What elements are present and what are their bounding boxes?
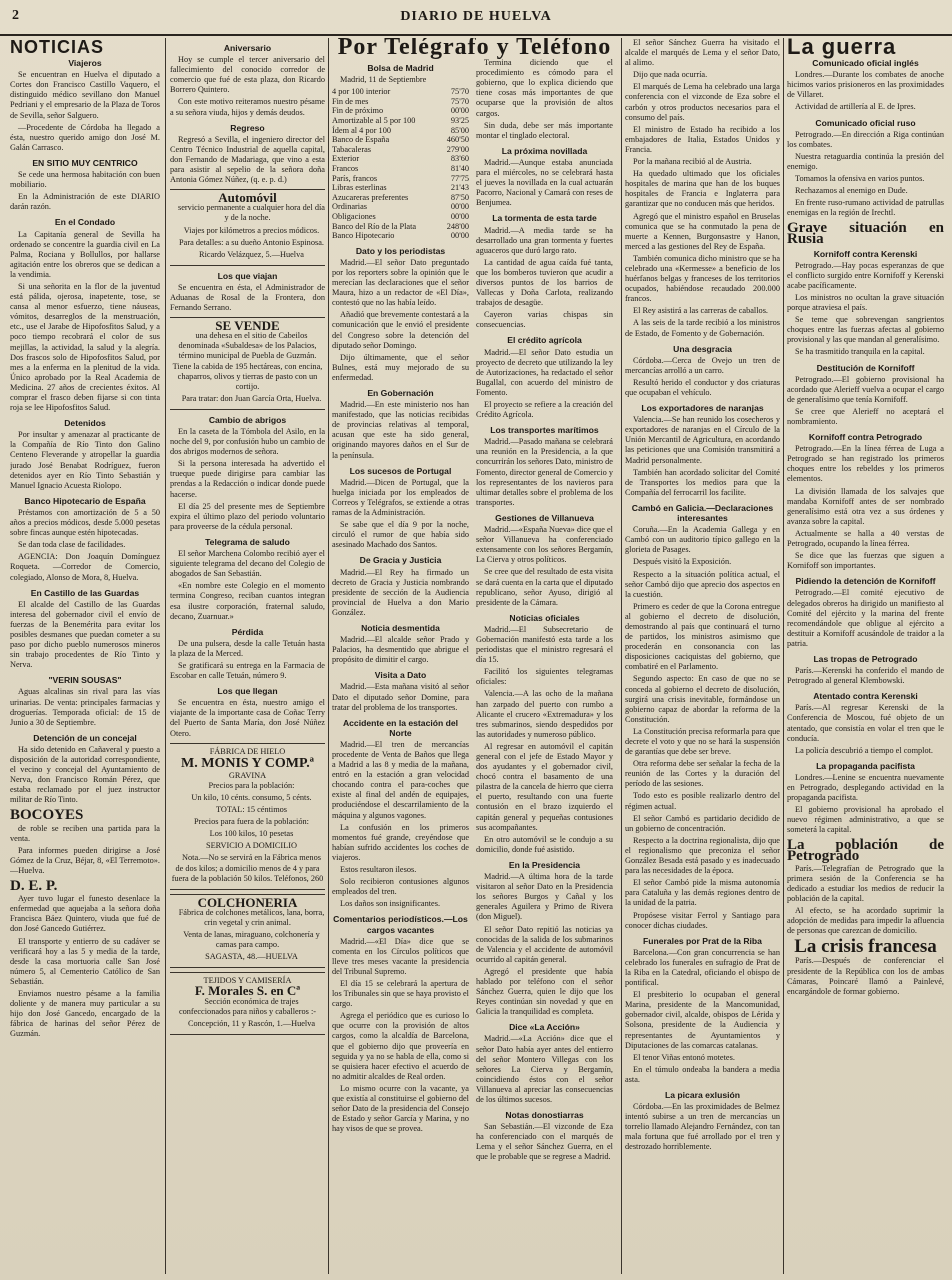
paragraph: Sin duda, debe ser más importante montar el tinglado electoral. (476, 120, 613, 140)
paragraph: Los 100 kilos, 10 pesetas (209, 829, 294, 839)
paragraph: San Sebastián.—El vizconde de Eza ha conferenciado con el marqués de Lema y el señor Sánchez Guerra, en el que le probable que se regrese a Madrid. (476, 1122, 613, 1162)
article-heading: "VERIN SOUSAS" (48, 675, 122, 686)
paragraph: También comunica dicho ministro que se ha celebrado una «Kermesse» a beneficio de los huérfanos belgas y franceses de los territorios ocupados, habiéndose recaudado 200.000 francos. (625, 253, 780, 304)
article-heading: La tormenta de esta tarde (492, 213, 597, 224)
paragraph: Madrid.—El Rey ha firmado un decreto de Gracia y Justicia nombrando presidente de sección de la Audiencia provincial de Huelva a don Mario González. (332, 567, 469, 617)
article-heading: El crédito agrícola (507, 335, 582, 346)
article-heading: La picara exlusión (665, 1090, 740, 1100)
article-heading: En Gobernación (367, 388, 434, 398)
paragraph: «En nombre este Colegio en el momento termina Congreso, reciban cuantos integran esa ilustre corporación, fraternal saludo, decano, Zuarnuar.» (170, 581, 325, 621)
stock-name: Banco del Río de la Plata (332, 221, 417, 231)
article-heading: Dato y los periodistas (355, 245, 446, 256)
stock-name: Libras esterlinas (332, 183, 387, 193)
article-heading-large: La población de Petrogrado (787, 837, 944, 864)
paragraph: La policía descubrió a tiempo el complot. (795, 745, 934, 755)
paragraph: El tenor Viñas entonó motetes. (633, 1052, 735, 1062)
paragraph: Viajes por kilómetros a precios módicos. (183, 225, 320, 235)
stock-quote-row (332, 222, 469, 232)
article-heading: Los transportes marítimos (490, 425, 599, 436)
paragraph: Solo recibieron contusiones algunos empleados del tren. (332, 877, 469, 897)
stock-quote-row (332, 164, 469, 174)
paragraph: Se cree que del resultado de esta visita se dará cuenta en la carta que el diputado republicano, señor Ayuso, dirigió al presidente de la Cámara. (476, 567, 613, 607)
column-rule (783, 38, 784, 1274)
ad-title: FÁBRICA DE HIELO (209, 746, 286, 756)
paragraph: Concepción, 11 y Rascón, 1.—Huelva (187, 1018, 316, 1028)
column-rule (165, 38, 166, 1274)
paragraph: La Capitanía general de Sevilla ha ordenado se concentre la guardia civil en La Palma, Rociana y Bollullos, por hallarse agitación entre los obreros que se dedican a la vendimia. (10, 229, 160, 279)
paragraph: Londres.—Lenine se encuentra nuevamente en Petrogrado, desplegando actividad en la propaganda pacifista. (787, 772, 944, 803)
column-noticias (10, 38, 160, 1276)
article-heading-large: BOCOYES (10, 807, 84, 824)
article-heading: Telegrama de saludo (205, 536, 290, 547)
paragraph: Coruña.—En la Academia Gallega y en Cambó con un auditorio típico gallego en la glorieta de Pasages. (625, 525, 780, 555)
article-heading: Banco Hipotecario de España (24, 495, 146, 506)
paragraph: Por la mañana recibió al de Austria. (633, 157, 752, 167)
stock-quote-row (332, 154, 469, 164)
ad-location: GRAVINA (228, 770, 267, 780)
paragraph: Madrid.—Dicen de Portugal, que la huelga iniciada por los empleados de Correos y Telégrafos, se extiende a otras ramas de la Administración. (332, 477, 469, 518)
paragraph: Primero es ceder de que la Corona entregue al gobierno el decreto de disolución, demostrando al país que continuará el turno de partidos, los ministros asimismo que procederán en consonancia con las disposiciones caciquistas del gobierno, que combatiré en el Parlamento. (625, 601, 780, 672)
paragraph: La Constitución precisa reformarla para que decrete el voto y que no se hará la suspensión de garantías que debe ser breve. (625, 726, 780, 757)
masthead (0, 0, 952, 36)
paragraph: En el túmulo ondeaba la bandera a media asta. (625, 1064, 780, 1084)
paragraph: Enviamos nuestro pésame a la familia doliente y de manera muy particular a su hijo don José Gancedo, encargado de la fábrica de harinas del señor Pérez de Guzmán. (10, 988, 160, 1039)
stock-name: Fin de mes (332, 96, 369, 106)
paragraph: Madrid.—«España Nueva» dice que el señor Villanueva ha conferenciado extensamente con los señores Bergamín, La Cierva y otros políticos. (476, 525, 613, 565)
ad-subtitle: TEJIDOS Y CAMISERÍA (203, 976, 292, 986)
stock-value: 75'70 (450, 87, 469, 97)
paragraph: París.—Después de conferenciar el presidente de la República con los de ambas Cámaras, Poincaré llamó a Painlevé, encargándole de formar gobierno. (787, 956, 944, 996)
paragraph: una dehesa en el sitio de Cabeilos denominada «Subaldesa» de los Palacios, término municipal de Puebla de Guzmán. Tiene la cabida de 195 hectáreas, con encina, chaparros, olivos y tierras de pasto con un cortijo. (172, 331, 323, 391)
paragraph: Se cree que Alerieff no aceptará el nombramiento. (787, 406, 944, 426)
paragraph: Londres.—Durante los combates de anoche hicimos varios prisioneros en las proximidades de Villaret. (787, 70, 944, 100)
article-heading: Comunicado oficial ruso (815, 117, 916, 128)
stock-quote-row (332, 231, 469, 241)
paragraph: Petrogrado.—Hay pocas esperanzas de que el conflicto surgido entre Kornifoff y Kerenski acabe pacíficamente. (787, 260, 944, 290)
paragraph: Madrid.—El alcalde señor Prado y Palacios, ha desmentido que abrigue el propósito de dimitir el cargo. (332, 635, 469, 665)
article-heading: En la Presidencia (508, 859, 581, 870)
paragraph: Se sabe que el día 9 por la noche, circuló el rumor de que había sido asesinado Machado dos Santos. (332, 520, 469, 550)
stock-value: 279'00 (446, 144, 469, 154)
ad-title: SE VENDE (215, 318, 280, 334)
article-heading: En Castillo de las Guardas (30, 587, 140, 598)
stock-name: Obligaciones (332, 212, 376, 221)
article-heading: La propaganda pacifista (816, 760, 915, 771)
stock-quote-row (332, 106, 469, 116)
paragraph: El señor Sánchez Guerra ha visitado el alcalde el marqués de Lema y el señor Dato, al alimo. (625, 38, 780, 68)
ad-title: Automóvil (218, 190, 277, 206)
paragraph: Cayeron varias chispas sin consecuencias. (476, 310, 613, 330)
stock-quote-row (332, 183, 469, 193)
article-heading: EN SITIO MUY CENTRICO (32, 157, 138, 168)
stock-value: 83'60 (450, 154, 469, 164)
article-heading: Viajeros (68, 58, 102, 69)
paragraph: Termina diciendo que el procedimiento es cómodo para el gobierno, que lo explica diciendo que tiene cosas más importantes de que ocuparse que la provisión de altos cargos. (476, 58, 613, 118)
paragraph: La confusión en los primeros momentos fué grande, creyéndose que habían sufrido accidentes los coches de viajeros. (332, 822, 469, 862)
paragraph: A las seis de la tarde recibió a los ministros de Estado, de Fomento y de Gobernación. (625, 318, 780, 338)
paragraph: El presbiterio lo ocupaban el general Marina, presidente de la Mancomunidad, gobernador civil, alcalde, obispos de Lérida y Solsona, presidente de la Audiencia y representantes de Ayuntamientos y Diputaciones de las comarcas catalanas. (625, 990, 780, 1050)
paragraph: Nota.—No se servirá en la Fábrica menos de dos kilos; a domicilio menos de 4 y para fuera de la población 50 kilos. Teléfonos, 260 (171, 853, 324, 883)
stock-quote-row (332, 145, 469, 155)
article-heading: Atentado contra Kerenski (813, 691, 918, 702)
paragraph: TOTAL: 15 céntimos (215, 805, 288, 815)
stock-quote-row (332, 193, 469, 203)
advertisement (170, 972, 325, 1034)
ad-company: M. MONIS Y COMP.ª (181, 755, 314, 771)
article-heading: Las tropas de Petrogrado (813, 653, 918, 664)
paragraph: servicio permanente a cualquier hora del día y de la noche. (178, 203, 325, 223)
paragraph: de roble se reciben una partida para la venta. (10, 823, 160, 843)
paragraph: Madrid.—«La Acción» dice que el señor Dato había ayer antes del entierro del señor Montero Villegas con los señores La Cierva y Bergamín, coincidiendo éstos con el señor Villanueva al apreciar las consecuencias de los últimos sucesos. (476, 1034, 613, 1104)
paragraph: El proyecto se refiere a la creación del Crédito Agrícola. (476, 400, 613, 420)
stock-quotes-table (332, 87, 469, 241)
paragraph: El día 15 se celebrará la apertura de los Tribunales sin que se haya provisto el cargo. (332, 978, 469, 1009)
stock-value: 85'00 (450, 125, 469, 135)
paragraph: El señor Cambó es partidario decidido de un gobierno de concentración. (625, 813, 780, 833)
paragraph: El señor Dato repitió las noticias ya conocidas de la salida de los submarinos de Valencia y el accidente de automóvil ocurrido al capitán general. (476, 924, 613, 964)
paragraph: Para tratar: don Juan García Orta, Huelva. (181, 393, 322, 403)
paragraph: Córdoba.—En las proximidades de Belmez intentó subirse a un tren de mercancías un torrelio llamado Alejandro Fernández, con tan mala fortuna que fué arrollado por el tren y destrozado horriblemente. (625, 1102, 780, 1152)
stock-name: Banco Hipotecario (332, 231, 395, 241)
section-title-la-guerra: La guerra (787, 38, 897, 59)
stock-value: 75'70 (450, 96, 469, 106)
paragraph: Dijo últimamente, que el señor Bulnes, está muy mejorado de su enfermedad. (332, 352, 469, 382)
paragraph: Precios para fuera de la población: (194, 817, 309, 827)
paragraph: Barcelona.—Con gran concurrencia se han celebrado los funerales en sufragio de Prat de la Riba en la Catedral, oficiando el obispo de pontifical. (625, 947, 780, 988)
stock-quote-row (332, 212, 469, 222)
ad-title: F. Morales S. en Cª (194, 983, 301, 999)
column-local-ads (170, 38, 325, 1276)
paragraph: Dijo que nada ocurría. (633, 70, 708, 80)
paragraph: Después visitó la Exposición. (633, 557, 732, 567)
paragraph: El ministro de Estado ha recibido a los embajadores de Italia, Estados Unidos y Francia. (625, 124, 780, 154)
stock-quote-row (332, 202, 469, 212)
article-heading: Cambó en Galicia.—Declaraciones interesantes (631, 502, 774, 524)
article-heading: Una desgracia (673, 343, 732, 354)
paragraph: En la caseta de la Tómbola del Asilo, en la noche del 9, por confusión hubo un cambio de dos abrigos modernos de señora. (170, 427, 325, 457)
paragraph: Madrid.—A última hora de la tarde visitaron al señor Dato en la Presidencia los señores Burgos y Cañal y los generales Aguilera y Primo de Rivera (don Miguel). (476, 872, 613, 922)
paragraph: Ayer tuvo lugar el funesto desenlace la enfermedad que aquejaba a la señora doña Francisca Báez Quintero, viuda que fué de don José Gancedo Gutiérrez. (10, 894, 160, 934)
stock-quote-row (332, 174, 469, 184)
paragraph: En la Administración de este DIARIO darán razón. (10, 192, 160, 212)
stock-quote-row (332, 97, 469, 107)
advertisement (170, 743, 325, 890)
stock-name: Fin de próximo (332, 106, 384, 116)
article-heading: Detención de un concejal (33, 732, 137, 743)
page-number: 2 (12, 8, 19, 23)
paragraph: Se ha trasmitido tranquila en la capital. (795, 347, 925, 357)
paragraph: La división llamada de los salvajes que mandaba Kornifoff antes de ser nombrado generalísimo está otra vez a sus órdenes y avanza sobre la capital. (787, 486, 944, 526)
paragraph: Petrogrado.—El gobierno provisional ha acordado que Alerieff vuelva a ocupar el cargo de generalísimo que tenía Kornifoff. (787, 374, 944, 404)
paragraph: Ricardo Velázquez, 5.—Huelva (199, 249, 304, 259)
stock-value: 00'00 (450, 106, 469, 116)
paragraph: Si una señorita en la flor de la juventud está pálida, ojerosa, inapetente, tose, se cansa al menor esfuerzo, tiene náuseas, vómitos, desarreglos de la menstruación, etc., use el Jarabe de Hipofosfitos Salud, y a poco tiempo recobrará el color de sus mejillas, la actividad, la salud y la alegría. Dos frascos solo de Hipofosfitos Salud, por mes a la enferma en la plenitud de la vida. Único aprobado por la Real Academia de Medicina. 27 años de crecientes éxitos. Al comprar el frasco deben fijarse si con tinta roja se lee Hipofosfitos Salud. (10, 281, 160, 413)
article-heading: La próxima novillada (501, 145, 588, 156)
paragraph: De una pulsera, desde la calle Tetuán hasta la plaza de la Merced. (170, 638, 325, 658)
article-heading: Regreso (230, 122, 265, 133)
paragraph: Agregó el presidente que había hablado por teléfono con el señor Sánchez Guerra, quien le dijo que los Reyes continúan sin novedad y que en Galicia la tranquilidad es completa. (476, 966, 613, 1017)
paragraph: Ha quedado ultimado que los oficiales hospitales de marina que han de los buques hospitales de Francia e Inglaterra para garantizar que no conducen más que heridos. (625, 169, 780, 209)
article-heading: Bolsa de Madrid (367, 63, 434, 74)
paragraph: Con este motivo reiteramos nuestro pésame a su señora viuda, hijos y demás deudos. (170, 97, 325, 117)
paragraph: Hoy se cumple el tercer aniversario del fallecimiento del conocido corredor de comercio que fué de esta plaza, don Ricardo Borrero Quintero. (170, 55, 325, 95)
paragraph: El día 25 del presente mes de Septiembre expira el último plazo del periodo voluntario para proveerse de la cédula personal. (170, 501, 325, 531)
paragraph: Sección económica de trajes confeccionados para niños y caballeros :- (178, 996, 317, 1016)
article-heading: De Gracia y Justicia (359, 555, 442, 566)
paragraph: Añadió que brevemente contestará a la comunicación que le envió el presidente del Congreso sobre la detención del diputado señor Domingo. (332, 310, 469, 350)
article-heading-large: Grave situación en Rusia (787, 220, 944, 247)
paragraph: Petrogrado.—En la línea férrea de Luga a Petrogrado se han registrado los primeros choques entre los rebeldes y los primeros elementos. (787, 444, 944, 484)
article-heading: Kornifoff contra Kerenski (813, 248, 918, 259)
stock-name: Francos (332, 164, 359, 174)
stock-value: 00'00 (450, 231, 469, 241)
paragraph: Agregó que el ministro español en Bruselas comunica que se ha conmutado la pena de muerte a Kennen, Burgonsastre y Hanon, merced a las gestiones del Rey de España. (625, 211, 780, 251)
paragraph: Madrid.—A media tarde se ha desarrollado una gran tormenta y fuertes aguaceros que duró largo rato. (476, 225, 613, 255)
paragraph: Se dice que las fuerzas que siguen a Kornifoff son importantes. (787, 551, 944, 571)
stock-quote-row (332, 126, 469, 136)
paragraph: Madrid.—El señor Dato preguntado por los reporters sobre la opinión que le merecían las declaraciones que el señor Maura, hizo a un redactor de «El Día», contestó que no las había leído. (332, 257, 469, 308)
paragraph: SAGASTA, 48.—HUELVA (205, 952, 298, 962)
article-heading-large: La crisis francesa (794, 936, 937, 958)
paragraph: Segundo aspecto: En caso de que no se conceda al gobierno el decreto de disolución, surgirá una crisis inevitable, formándose un gobierno capaz de abordar la reforma de la Constitución. (625, 674, 780, 724)
paragraph: Nuestra retaguardia continúa la presión del enemigo. (787, 151, 944, 171)
article-heading: Detenidos (64, 418, 106, 429)
paragraph: Ha sido detenido en Cañaveral y puesto a disposición de la autoridad correspondiente, el vecino y concejal del Ayuntamiento de Nerva, don Francisco Román Pérez, que estaba reclamado por el juez instructor militar de Río Tinto. (10, 744, 160, 805)
article-heading: Noticia desmentida (361, 622, 440, 633)
paragraph: El señor Marchena Colombo recibió ayer el siguiente telegrama del decano del Colegio de abogados de San Sebastián. (170, 549, 325, 579)
telegrafo-subcolumn-b (476, 58, 613, 1164)
article-heading: Notas donostiarras (505, 1110, 584, 1121)
paragraph: Aguas alcalinas sin rival para las vías urinarias. De venta: principales farmacias y droguerías. Temporada oficial: de 15 de Junio a 30 de Septiembre. (10, 687, 160, 727)
column-la-guerra (787, 38, 944, 1276)
paragraph: Al efecto, se ha acordado suprimir la adopción de medidas para impedir la afluencia de personas que carezcan de domicilio. (787, 906, 944, 936)
paragraph: Madrid.—El Subsecretario de Gobernación manifestó esta tarde a los periodistas que el ministro regresará el día 15. (476, 624, 613, 665)
stock-value: 81'40 (450, 164, 469, 174)
paragraph: También han acordado solicitar del Comité de Transportes los medios para que la Compañía del ferrocarril los facilite. (625, 467, 780, 497)
paragraph: Se encuentran en Huelva el diputado a Cortes don Francisco Castillo Vaquero, el distinguido médico sevillano don Manuel Pedriani y el empresario de la Plaza de Toros de Sevilla, señor Salguero. (10, 70, 160, 120)
stock-value: 87'50 (450, 192, 469, 202)
advertisement (170, 189, 325, 266)
stock-name: París, francos (332, 173, 378, 183)
article-heading: Destitución de Kornifoff (816, 362, 915, 373)
article-heading: Los que llegan (217, 686, 278, 697)
paragraph: Respecto a la situación política actual, el señor Cambó dijo que aprecio dos aspectos en la cuestión. (625, 569, 780, 599)
paragraph: Córdoba.—Cerca de Ovejo un tren de mercancías arrolló a un carro. (625, 355, 780, 375)
article-heading: Accidente en la estación del Norte (342, 717, 459, 738)
stock-name: Tabacaleras (332, 144, 372, 154)
section-title-noticias: NOTICIAS (10, 38, 105, 57)
article-heading: Aniversario (223, 43, 272, 53)
paragraph: Petrogrado.—El comité ejecutivo de delegados obreros ha dirigido un manifiesto al Comité del ejército y la marina del frente recomendándole que obligue al ejército a destituir a Kornifoff acusándole de traidor a la patria. (787, 588, 944, 648)
paragraph: Se encuentra en ésta, nuestro amigo el viajante de la importante casa de Coñac Terry del Puerto de Santa María, don José Núñez Otero. (170, 698, 325, 738)
paragraph: Madrid.—Aunque estaba anunciada para el miércoles, no se celebrará hasta el jueves la novillada en la cual actuarán Pacorro, Nacional y Camará con reses de Benjumea. (476, 157, 613, 208)
paragraph: Si la persona interesada ha advertido el trueque puede dirigirse para cambiar las prendas a la Redacción o indicar donde puede hacerse. (170, 459, 325, 499)
stock-value: 77'75 (450, 173, 469, 183)
paragraph: Préstamos con amortización de 5 a 50 años a precios módicos, desde 5.000 pesetas sobre fincas aunque estén hipotecadas. (10, 507, 160, 538)
paragraph: Rechazamos al enemigo en Dude. (795, 186, 908, 196)
paragraph: El Rey asistirá a las carreras de caballos. (633, 306, 768, 316)
stock-value: 00'00 (450, 202, 469, 212)
paragraph: Madrid.—El señor Dato estudia un proyecto de decreto que utilizando la ley de Autorizaciones, ha redactado el señor Bugallal, con acuerdo del ministro de Fomento. (476, 347, 613, 397)
paragraph: Madrid.—Pasado mañana se celebrará una reunión en la Presidencia, a la que concurrirán los señores Dato, ministro de Fomento, director general de Comercio y los representantes de los navieros para ultimar detalles sobre el problema de los transportes. (476, 437, 613, 507)
stock-name: 4 por 100 interior (332, 87, 391, 97)
paragraph: El gobierno provisional ha aprobado el nuevo régimen administrativo, a que se someterá la capital. (787, 805, 944, 835)
paragraph: Madrid.—«El Día» dice que se comenta en los Círculos políticos que lleve tres meses vacante la presidencia del Tribunal Supremo. (332, 936, 469, 976)
column-telegrafo (332, 38, 617, 1276)
article-heading: Comunicado oficial inglés (812, 58, 919, 69)
article-heading: Funerales por Prat de la Riba (643, 935, 762, 946)
paragraph: Precios para la población: (208, 780, 295, 790)
paragraph: Se gratificará su entrega en la Farmacia de Escobar en calle Tetuán, número 9. (170, 660, 325, 681)
paragraph: Venta de lanas, miraguano, colchonería y camas para campo. (183, 930, 320, 950)
paragraph: Los daños son insignificantes. (340, 899, 441, 909)
paragraph: En frente ruso-rumano actividad de patrullas enemigas en la región de Irechtl. (787, 198, 944, 218)
paragraph: París.—Al regresar Kerenski de la Conferencia de Moscou, fué objeto de un atentado, que consistía en volar el tren que le conducía. (787, 703, 944, 743)
paragraph: Tomamos la ofensiva en varios puntos. (795, 174, 925, 184)
paragraph: AGENCIA: Don Joaquín Domínguez Roqueta. —Corredor de Comercio, colegiado, Alonso de Mora, 8, Huelva. (10, 552, 160, 582)
column-rule (621, 38, 622, 1274)
paragraph: Facilitó los siguientes telegramas oficiales: (476, 667, 613, 687)
article-heading: Pérdida (231, 626, 264, 637)
paragraph: Valencia.—Se han reunido los cosecheros y exportadores de naranjas en el Círculo de la Unión Mercantil de Agricultura, en acordando las peticiones que una Comisión transmitirá a Madrid personalmente. (625, 415, 780, 465)
paragraph: En otro automóvil se le condujo a su domicilio, donde fué asistido. (476, 834, 613, 854)
article-heading: Cambio de abrigos (208, 414, 287, 425)
paragraph: Madrid.—El tren de mercancías procedente de Venta de Baños que llega a Madrid a las 8 y media de la mañana, entró en la estación a gran velocidad chocando contra el para-coches que existe al final del andén de equipajes, produciéndose el descarrilamiento de la máquina y algunos vagones. (332, 739, 469, 820)
newspaper-title: DIARIO DE HUELVA (400, 9, 552, 24)
paragraph: Al regresar en automóvil el capitán general con el jefe de Estado Mayor y dos ayudantes y el gobernador civil, chocó contra el basamento de una pilastra de la cancela de hierro que cierra el puerto, resultando con una fuerte contusión en el brazo izquierdo el capitán general y pequeñas contusiones sus acompañantes. (476, 741, 613, 832)
paragraph: Se encuentra en ésta, el Administrador de Aduanas de Rosal de la Frontera, don Fernando Serrano. (170, 282, 325, 313)
paragraph: El transporte y entierro de su cadáver se verificará hoy a las 5 y media de la tarde, desde la casa mortuoria calle San José número 5, al Cementerio Católico de San Sebastián. (10, 936, 160, 986)
advertisement (170, 317, 325, 410)
paragraph: El señor Cambó pide la misma autonomía para Cataluña y las demás regiones dentro de la unidad de la patria. (625, 878, 780, 908)
article-heading: Comentarios periodísticos.—Los cargos vacantes (333, 914, 468, 935)
paragraph: Actividad de artillería al E. de Ipres. (795, 102, 916, 112)
telegrafo-subcolumn-a (332, 58, 469, 1136)
stock-name: Exterior (332, 154, 360, 164)
ad-title: COLCHONERIA (197, 894, 298, 910)
column-rule (328, 38, 329, 1274)
stock-quote-row (332, 116, 469, 126)
stock-name: Banco de España (332, 135, 390, 145)
stock-name: Ordinarias (332, 202, 368, 212)
paragraph: Se teme que sobrevengan sangrientos choques entre las fuerzas afectas al gobierno provisional y las que mandan al generalísimo. (787, 315, 944, 345)
paragraph: Propósese visitar Ferrol y Santiago para conocer dichas ciudades. (625, 910, 780, 930)
stock-value: 248'00 (446, 221, 469, 231)
paragraph: Los ministros no ocultan la grave situación porque atraviesa el país. (787, 292, 944, 313)
paragraph: Agrega el periódico que es curioso lo que ocurre con la provisión de altos cargos, como la alcaldía de Barcelona, que el gobierno dijo que proveería en seguida y ya no se habla de ella, como si se quisiera hacer efectivo el acuerdo de no admitir alcaldes de Real orden. (332, 1011, 469, 1081)
paragraph: Actualmente se halla a 40 verstas de Petrogrado, ocupando la línea férrea. (787, 528, 944, 549)
section-title-telegrafo: Por Telégrafo y Teléfono (337, 38, 612, 60)
column-national-news (625, 38, 780, 1276)
article-heading-large: D. E. P. (10, 878, 58, 895)
article-heading: En el Condado (54, 217, 116, 228)
stock-name: Amortizable al 5 por 100 (332, 116, 416, 126)
paragraph: París.—Telegrafían de Petrogrado que la primera sesión de la Conferencia se ha dedicado a estudiar los medios de reducir la población de la capital. (787, 863, 944, 903)
paragraph: Lo mismo ocurre con la vacante, ya que existía al constituirse el gobierno del señor Dato de la presidencia del Consejo de Estado y señor García y Marina, y no hay visos de que se provea. (332, 1083, 469, 1134)
paragraph: SERVICIO A DOMICILIO (205, 841, 298, 851)
article-heading: Gestiones de Villanueva (495, 512, 594, 523)
paragraph: Para informes pueden dirigirse a José Gómez de la Cruz, Béjar, 8, «El Terremoto».—Huelva. (10, 845, 160, 875)
stock-name: Azucareras preferentes (332, 192, 409, 202)
paragraph: Resultó herido el conductor y dos criaturas que ocupaban el vehículo. (625, 377, 780, 397)
paragraph: Madrid, 11 de Septiembre (340, 75, 427, 85)
paragraph: Todo esto es posible realizarlo dentro del régimen actual. (625, 791, 780, 811)
paragraph: Petrogrado.—En dirección a Riga continúan los combates. (787, 129, 944, 149)
paragraph: Fábrica de colchones metálicos, lana, borra, crin vegetal y crin animal. (178, 907, 325, 927)
paragraph: Regresó a Sevilla, el ingeniero director del Centro Técnico Industrial de aquella capital, don Fernando de Madariaga, que vino a esta para asistir al sepelio de la señora doña Antonia Gómez Núñez, (q. e. p. d.) (170, 134, 325, 185)
stock-quote-row (332, 87, 469, 97)
paragraph: Para detalles: a su dueño Antonio Espinosa. (179, 237, 324, 247)
paragraph: Por insultar y amenazar al practicante de la Compañía de Río Tinto don Galino Centeno Fleverande y atropellar la guardia jurado José Benabat Rodríguez, fueron detenidos ayer en Río Tinto Sebastián y Manuel Ignacio Acuesta Riolopo. (10, 430, 160, 490)
paragraph: Madrid.—Esta mañana visitó al señor Dato el diputado señor Domine, para tratar del problema de los transportes. (332, 682, 469, 712)
article-heading: Los que viajan (217, 270, 278, 281)
stock-value: 460'50 (446, 135, 469, 145)
stock-value: 21'43 (450, 183, 469, 193)
paragraph: Valencia.—A las ocho de la mañana han zarpado del puerto con rumbo a Alicante el crucero «Extremadura» y los tres submarinos, siendo despedidos por las autoridades y numeroso público. (476, 689, 613, 739)
article-heading: Kornifoff contra Petrogrado (808, 432, 923, 443)
article-heading: Pidiendo la detención de Kornifoff (795, 576, 936, 587)
article-heading: Dice «La Acción» (509, 1022, 580, 1033)
stock-value: 93'25 (450, 116, 469, 126)
paragraph: El alcalde del Castillo de las Guardas interesa del gobernador civil el envío de fuerzas de la Benemérita para evitar los posibles desmanes que puedan cometer a su paso por dicho pueblo numerosos mineros sin trabajo procedentes de Río Tinto y Nerva. (10, 599, 160, 670)
article-heading: Visita a Dato (374, 670, 427, 681)
paragraph: Se cede una hermosa habitación con buen mobiliario. (10, 170, 160, 190)
paragraph: Un kilo, 10 cénts. consumo, 5 cénts. (191, 793, 312, 802)
paragraph: Respecto a la doctrina regionalista, dijo que el regionalismo que preconiza el señor González Besada está pasado y es inadecuado para las necesidades de la época. (625, 835, 780, 876)
paragraph: —Procedente de Córdoba ha llegado a ésta, nuestro querido amigo don José M. Galán Carrasco. (10, 122, 160, 152)
paragraph: Madrid.—En este ministerio nos han manifestado, que las noticias recibidas de provincias relativas al temporal, acusan que este ha sido general, originando mayores daños en el Sur de la península. (332, 400, 469, 460)
advertisement (170, 894, 325, 969)
stock-value: 00'00 (450, 212, 469, 221)
stock-name: Ídem al 4 por 100 (332, 125, 391, 135)
paragraph: Se dan toda clase de facilidades. (18, 540, 126, 550)
article-heading: Noticias oficiales (509, 612, 580, 623)
paragraph: Estos resultaron ilesos. (340, 865, 417, 875)
stock-quote-row (332, 135, 469, 145)
paragraph: El marqués de Lema ha celebrado una larga conferencia con el vizconde de Eza sobre el carbón y otros productos necesarios para el consumo del país. (625, 82, 780, 122)
article-heading: Los exportadores de naranjas (641, 403, 764, 414)
paragraph: La cantidad de agua caída fué tanta, que los bomberos tuvieron que acudir a diversos puntos de los barrios de Vallecas y Doña Carlota, realizando trabajos de desagüe. (476, 257, 613, 308)
paragraph: Otra reforma debe ser señalar la fecha de la reunión de las Cortes y la duración del período de las sesiones. (625, 759, 780, 789)
article-heading: Los sucesos de Portugal (349, 465, 452, 476)
paragraph: París.—Kerenski ha conferido el mando de Petrogrado al general Klembowski. (787, 666, 944, 686)
